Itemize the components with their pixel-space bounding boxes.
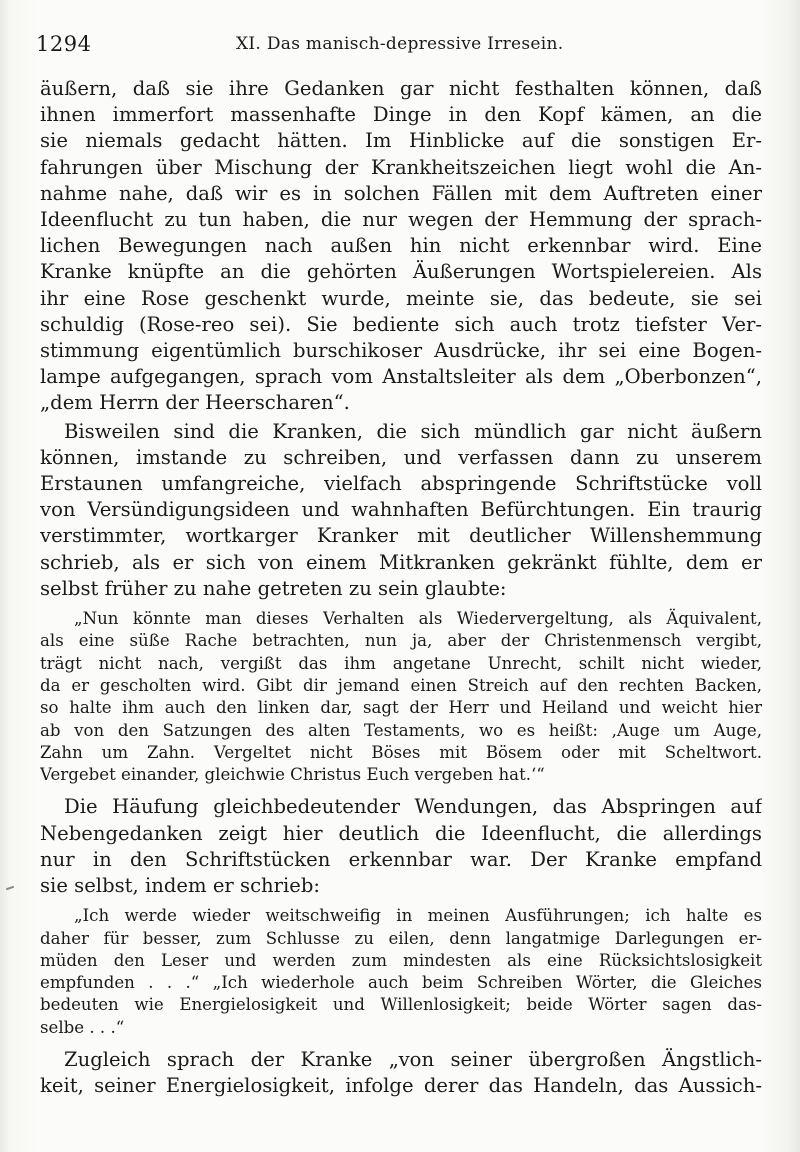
quote-line: selbe . . .“ [40,1017,125,1037]
text-line: ihr eine Rose geschenkt wurde, meinte sie, das bedeute, sie sei [40,286,762,310]
text-line: keit, seiner Energielosigkeit, infolge derer das Handeln, das Aussich- [40,1074,762,1098]
text-line: nahme nahe, daß wir es in solchen Fällen mit dem Auftreten einer [40,181,762,205]
text-line: äußern, daß sie ihre Gedanken gar nicht festhalten können, daß [40,77,762,100]
text-line: lampe aufgegangen, sprach vom Anstaltsleiter als dem „Oberbonzen“, [40,365,762,389]
block-quote-2 [40,905,762,1039]
quote-line: Zahn um Zahn. Vergeltet nicht Böses mit Bösem oder mit Scheltwort. [40,742,762,762]
page-number: 1294 [36,32,92,56]
text-line: Bisweilen sind die Kranken, die sich mündlich gar nicht äußern [64,419,762,443]
body-text [40,76,762,1099]
text-line: Ideenflucht zu tun haben, die nur wegen der Hemmung der sprach- [40,208,762,232]
margin-mark [6,886,14,891]
quote-line: ab von den Satzungen des alten Testaments, wo es heißt: ‚Auge um Auge, [40,720,762,740]
text-line: Zugleich sprach der Kranke „von seiner übergroßen Ängstlich- [64,1048,762,1072]
block-quote-1 [40,608,762,786]
quote-line: daher für besser, zum Schlusse zu eilen, denn langatmige Darlegungen er- [40,928,762,948]
text-line: schrieb, als er sich von einem Mitkranken gekränkt fühlte, dem er [40,550,762,574]
paragraph-2 [40,419,762,602]
text-line: verstimmter, wortkarger Kranker mit deutlicher Willenshemmung [40,524,762,548]
quote-line: empfunden . . .“ „Ich wiederhole auch beim Schreiben Wörter, die Gleiches [40,973,762,993]
running-header [36,30,766,64]
quote-line: „Nun könnte man dieses Verhalten als Wiedervergeltung, als Äquivalent, [74,609,762,629]
quote-line: als eine süße Rache betrachten, nun ja, aber der Christenmensch vergibt, [40,631,762,651]
text-line: nur in den Schriftstücken erkennbar war. Der Kranke empfand [40,847,762,871]
paragraph-3 [40,794,762,899]
text-line: stimmung eigentümlich burschikoser Ausdrücke, ihr sei eine Bogen- [40,339,762,363]
text-line: Kranke knüpfte an die gehörten Äußerungen Wortspielereien. Als [40,260,762,284]
text-line: sie selbst, indem er schrieb: [40,874,321,898]
quote-line: müden den Leser und werden zum mindesten als eine Rücksichtslosigkeit [40,950,762,970]
text-line: „dem Herrn der Heerscharen“. [40,391,350,415]
text-line: selbst früher zu nahe getreten zu sein glaubte: [40,576,507,600]
text-line: ihnen immerfort massenhafte Dinge in den Kopf kämen, an die [40,103,762,127]
text-line: fahrungen über Mischung der Krankheitszeichen liegt wohl die An- [40,155,762,179]
quote-line: „Ich werde wieder weitschweifig in meinen Ausführungen; ich halte es [74,906,762,926]
quote-line: Vergebet einander, gleichwie Christus Euch vergeben hat.‘“ [40,765,545,785]
text-line: Nebengedanken zeigt hier deutlich die Ideenflucht, die allerdings [40,821,762,845]
text-line: Die Häufung gleichbedeutender Wendungen, das Abspringen auf [64,795,762,819]
text-line: können, imstande zu schreiben, und verfassen dann zu unserem [40,445,762,469]
running-title: XI. Das manisch-depressive Irresein. [236,34,564,54]
text-line: sie niemals gedacht hätten. Im Hinblicke auf die sonstigen Er- [40,129,762,153]
paragraph-4 [40,1047,762,1099]
quote-line: da er gescholten wird. Gibt dir jemand einen Streich auf den rechten Backen, [40,675,762,695]
text-line: schuldig (Rose-reo sei). Sie bediente sich auch trotz tiefster Ver- [40,312,762,336]
paragraph-1 [40,76,762,417]
quote-line: trägt nicht nach, vergißt das ihm angetane Unrecht, schilt nicht wieder, [40,653,762,673]
quote-line: bedeuten wie Energielosigkeit und Willenlosigkeit; beide Wörter sagen das- [40,995,762,1015]
text-line: von Versündigungsideen und wahnhaften Befürchtungen. Ein traurig [40,498,762,522]
text-line: lichen Bewegungen nach außen hin nicht erkennbar wird. Eine [40,234,762,258]
text-line: Erstaunen umfangreiche, vielfach abspringende Schriftstücke voll [40,472,762,496]
quote-line: so halte ihm auch den linken dar, sagt der Herr und Heiland und weicht hier [40,698,762,718]
